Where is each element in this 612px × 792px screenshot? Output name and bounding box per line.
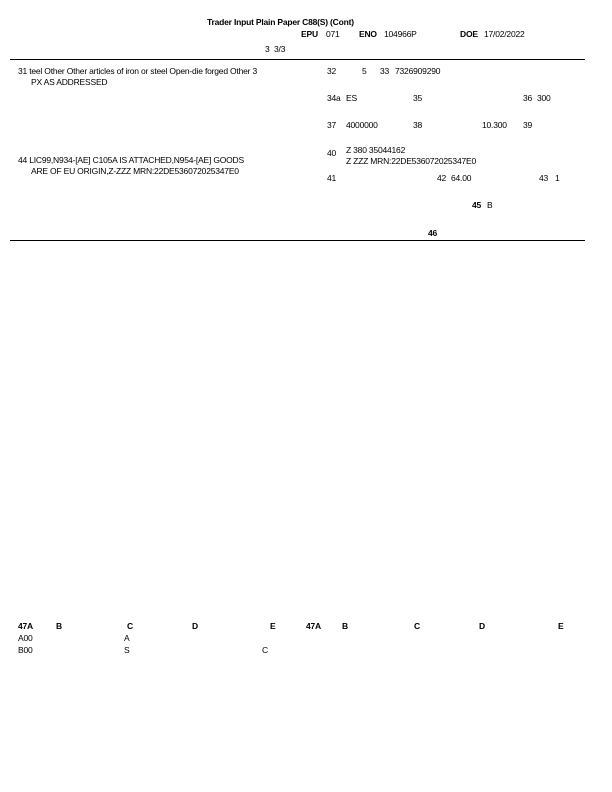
col-d-header: D (479, 621, 485, 631)
box31-marks: PX AS ADDRESSED (31, 77, 108, 87)
box39-label: 39 (523, 120, 533, 130)
box36-label: 36 (523, 93, 533, 103)
page-of: 3/3 (274, 44, 286, 54)
method-cell: C (262, 645, 268, 655)
tax-rate-cell: S (124, 645, 130, 655)
col-e-header: E (270, 621, 276, 631)
box38-label: 38 (413, 120, 423, 130)
col-b-header: B (56, 621, 62, 631)
col-c-header: C (414, 621, 420, 631)
doe-value: 17/02/2022 (484, 29, 525, 39)
box36-value: 300 (537, 93, 551, 103)
page-number: 3 (265, 44, 270, 54)
box44-info-line2: ARE OF EU ORIGIN,Z-ZZZ MRN:22DE536072025347E0 (31, 166, 239, 176)
box38-net-mass: 10.300 (482, 120, 507, 130)
box33-commodity-code: 7326909290 (395, 66, 441, 76)
col-c-header: C (127, 621, 133, 631)
box34a-label: 34a (327, 93, 341, 103)
box43-label: 43 (539, 173, 549, 183)
item-divider (10, 240, 585, 241)
box40-line1: Z 380 35044162 (346, 145, 406, 155)
tax-type-cell: A00 (18, 633, 33, 643)
box35-label: 35 (413, 93, 423, 103)
box32-label: 32 (327, 66, 337, 76)
box44-info-line1: 44 LIC99,N934-[AE] C105A IS ATTACHED,N954-[AE] GOODS (18, 155, 244, 165)
box37-label: 37 (327, 120, 337, 130)
box43-valuation-method: 1 (555, 173, 560, 183)
box42-label: 42 (437, 173, 447, 183)
eno-value: 104966P (384, 29, 417, 39)
box45-label: 45 (472, 200, 482, 210)
box41-label: 41 (327, 173, 337, 183)
col-b-header: B (342, 621, 348, 631)
box31-description: 31 teel Other Other articles of iron or steel Open-die forged Other 3 (18, 66, 257, 76)
eno-label: ENO (359, 29, 377, 39)
box42-item-price: 64.00 (451, 173, 472, 183)
col-47a-header: 47A (18, 621, 33, 631)
col-d-header: D (192, 621, 198, 631)
box33-label: 33 (380, 66, 390, 76)
epu-value: 071 (326, 29, 340, 39)
box40-line2: Z ZZZ MRN:22DE536072025347E0 (346, 156, 476, 166)
col-e-header: E (558, 621, 564, 631)
header-divider (10, 59, 585, 60)
epu-label: EPU (301, 29, 318, 39)
box32-value: 5 (362, 66, 367, 76)
box45-value: B (487, 200, 493, 210)
tax-rate-cell: A (124, 633, 130, 643)
box46-label: 46 (428, 228, 438, 238)
box37-procedure: 4000000 (346, 120, 378, 130)
box34a-country: ES (346, 93, 357, 103)
tax-type-cell: B00 (18, 645, 33, 655)
doe-label: DOE (460, 29, 478, 39)
box40-label: 40 (327, 148, 337, 158)
col-47a-header: 47A (306, 621, 321, 631)
form-title: Trader Input Plain Paper C88(S) (Cont) (207, 17, 354, 27)
